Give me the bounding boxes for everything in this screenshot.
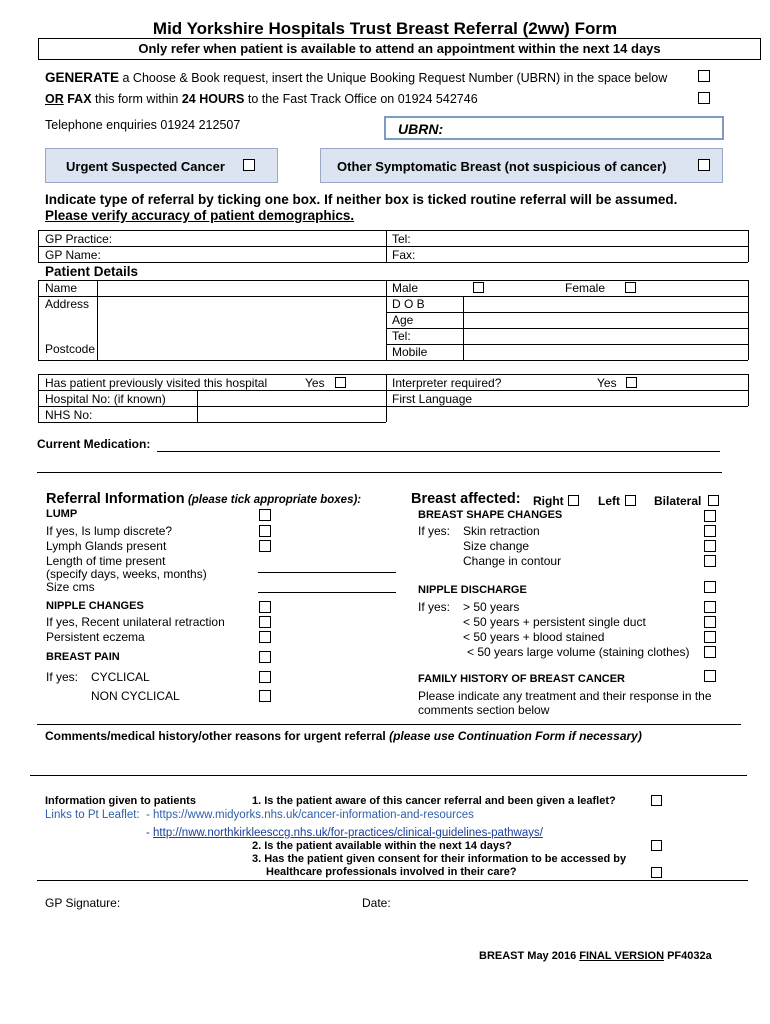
gp-fax-label: Fax: bbox=[392, 248, 416, 262]
patient-tel-label: Tel: bbox=[392, 329, 411, 343]
breast-shape-changes-checkbox[interactable] bbox=[704, 510, 716, 522]
comments-label bbox=[45, 729, 642, 743]
question-2-checkbox[interactable] bbox=[651, 840, 662, 851]
referral-type-note: Indicate type of referral by ticking one box. If neither box is ticked routine referral will be assumed. bbox=[45, 192, 678, 207]
length-of-time-label: Length of time present bbox=[46, 554, 166, 568]
gp-signature-label: GP Signature: bbox=[45, 896, 121, 910]
ubrn-label: UBRN: bbox=[398, 121, 444, 137]
referral-info-heading bbox=[46, 491, 361, 507]
interpreter-yes-label: Yes bbox=[597, 376, 617, 390]
current-medication-label: Current Medication: bbox=[37, 437, 151, 451]
over-50-label: > 50 years bbox=[463, 600, 520, 614]
availability-notice bbox=[38, 38, 761, 60]
bilateral-label: Bilateral bbox=[654, 494, 702, 508]
breast-pain-checkbox[interactable] bbox=[259, 651, 271, 663]
skin-retraction-label: Skin retraction bbox=[463, 524, 540, 538]
urgent-suspected-cancer-label: Urgent Suspected Cancer bbox=[66, 159, 225, 174]
breast-pain-heading: BREAST PAIN bbox=[46, 651, 120, 663]
lump-heading: LUMP bbox=[46, 508, 78, 520]
generate-checkbox[interactable] bbox=[698, 70, 710, 82]
question-3-checkbox[interactable] bbox=[651, 867, 662, 878]
retraction-label: If yes, Recent unilateral retraction bbox=[46, 615, 225, 629]
family-history-note-1: Please indicate any treatment and their response in the bbox=[418, 689, 712, 703]
size-change-label: Size change bbox=[463, 539, 530, 553]
nipple-discharge-heading: NIPPLE DISCHARGE bbox=[418, 584, 527, 596]
leaflet-link-2-dash: - bbox=[146, 827, 154, 839]
referral-info-heading-text: Referral Information bbox=[46, 491, 185, 507]
skin-retraction-checkbox[interactable] bbox=[704, 525, 716, 537]
version-final: FINAL VERSION bbox=[579, 950, 665, 962]
non-cyclical-checkbox[interactable] bbox=[259, 690, 271, 702]
shape-if-yes: If yes: bbox=[418, 524, 451, 538]
breast-pain-if-yes: If yes: bbox=[46, 670, 79, 684]
question-1: 1. Is the patient aware of this cancer referral and been given a leaflet? bbox=[252, 795, 616, 807]
urgent-suspected-cancer-option[interactable] bbox=[45, 148, 278, 183]
under-50-blood-checkbox[interactable] bbox=[704, 631, 716, 643]
leaflet-link-2[interactable]: http://nww.northkirkleesccg.nhs.uk/for-practices/clinical-guidelines-pathways/ bbox=[153, 827, 543, 839]
patient-name-label: Name bbox=[45, 281, 78, 295]
question-1-checkbox[interactable] bbox=[651, 795, 662, 806]
version-footer bbox=[479, 950, 712, 962]
patient-mobile-label: Mobile bbox=[392, 345, 428, 359]
version-prefix: BREAST May 2016 bbox=[479, 950, 580, 962]
retraction-checkbox[interactable] bbox=[259, 616, 271, 628]
version-code: PF4032a bbox=[664, 950, 712, 962]
patient-details-heading: Patient Details bbox=[45, 264, 139, 279]
over-50-checkbox[interactable] bbox=[704, 601, 716, 613]
size-change-checkbox[interactable] bbox=[704, 540, 716, 552]
other-symptomatic-label: Other Symptomatic Breast (not suspicious of cancer) bbox=[337, 159, 667, 174]
non-cyclical-label: NON CYCLICAL bbox=[91, 689, 180, 703]
nhs-no-label: NHS No: bbox=[45, 408, 93, 422]
question-2: 2. Is the patient available within the next 14 days? bbox=[252, 840, 512, 852]
lump-checkbox[interactable] bbox=[259, 509, 271, 521]
breast-shape-changes-heading: BREAST SHAPE CHANGES bbox=[418, 509, 563, 521]
lymph-glands-checkbox[interactable] bbox=[259, 540, 271, 552]
verify-demographics-note: Please verify accuracy of patient demographics. bbox=[45, 208, 355, 223]
nipple-changes-heading: NIPPLE CHANGES bbox=[46, 600, 144, 612]
patient-address-label: Address bbox=[45, 297, 90, 311]
under-50-large-checkbox[interactable] bbox=[704, 646, 716, 658]
left-checkbox[interactable] bbox=[625, 495, 636, 506]
information-given-label: Information given to patients bbox=[45, 795, 196, 807]
under-50-duct-label: < 50 years + persistent single duct bbox=[463, 615, 646, 629]
length-of-time-note: (specify days, weeks, months) bbox=[46, 567, 207, 581]
comments-line[interactable] bbox=[30, 775, 747, 776]
form-title: Mid Yorkshire Hospitals Trust Breast Referral (2ww) Form bbox=[152, 19, 618, 38]
urgent-suspected-cancer-checkbox[interactable] bbox=[243, 159, 255, 171]
patient-postcode-label: Postcode bbox=[45, 342, 96, 356]
length-of-time-line[interactable] bbox=[258, 572, 396, 573]
previously-visited-yes-label: Yes bbox=[305, 376, 325, 390]
under-50-large-label: < 50 years large volume (staining clothes) bbox=[467, 645, 690, 659]
current-medication-line-2[interactable] bbox=[37, 472, 722, 473]
patient-dob-label: D O B bbox=[392, 297, 425, 311]
size-cms-line[interactable] bbox=[258, 592, 396, 593]
or-word: OR bbox=[45, 92, 64, 106]
previously-visited-checkbox[interactable] bbox=[335, 377, 346, 388]
gp-tel-label: Tel: bbox=[392, 232, 411, 246]
generate-text: a Choose & Book request, insert the Unique Booking Request Number (UBRN) in the space below bbox=[119, 71, 668, 85]
female-checkbox[interactable] bbox=[625, 282, 636, 293]
patient-female-label: Female bbox=[565, 281, 606, 295]
other-symptomatic-option[interactable] bbox=[320, 148, 723, 183]
fax-checkbox[interactable] bbox=[698, 92, 710, 104]
right-checkbox[interactable] bbox=[568, 495, 579, 506]
cyclical-label: CYCLICAL bbox=[91, 670, 150, 684]
change-in-contour-label: Change in contour bbox=[463, 554, 562, 568]
size-cms-label: Size cms bbox=[46, 580, 95, 594]
fax-text-2: to the Fast Track Office on 01924 542746 bbox=[244, 92, 478, 106]
patient-age-label: Age bbox=[392, 313, 414, 327]
links-label: Links to Pt Leaflet: bbox=[45, 809, 140, 821]
breast-affected-heading: Breast affected: bbox=[411, 491, 521, 507]
interpreter-label: Interpreter required? bbox=[392, 376, 502, 390]
leaflet-link-2-row bbox=[146, 825, 543, 839]
fax-text-1: this form within bbox=[91, 92, 182, 106]
discharge-if-yes: If yes: bbox=[418, 600, 451, 614]
generate-instruction bbox=[45, 70, 667, 85]
change-in-contour-checkbox[interactable] bbox=[704, 555, 716, 567]
nipple-changes-checkbox[interactable] bbox=[259, 601, 271, 613]
eczema-label: Persistent eczema bbox=[46, 630, 145, 644]
comments-note: (please use Continuation Form if necessary) bbox=[389, 729, 642, 743]
fax-hours: 24 HOURS bbox=[181, 92, 245, 106]
previously-visited-label: Has patient previously visited this hospital bbox=[45, 376, 268, 390]
question-3-line-1: 3. Has the patient given consent for their information to be accessed by bbox=[252, 853, 627, 865]
date-label: Date: bbox=[362, 896, 391, 910]
availability-notice-text: Only refer when patient is available to attend an appointment within the next 14 days bbox=[138, 41, 661, 56]
bilateral-checkbox[interactable] bbox=[708, 495, 719, 506]
comments-label-text: Comments/medical history/other reasons for urgent referral bbox=[45, 729, 386, 743]
question-3-line-2: Healthcare professionals involved in their care? bbox=[266, 866, 517, 878]
left-label: Left bbox=[598, 494, 620, 508]
fax-word: FAX bbox=[63, 92, 92, 106]
telephone-enquiries: Telephone enquiries 01924 212507 bbox=[45, 118, 241, 132]
lump-discrete-checkbox[interactable] bbox=[259, 525, 271, 537]
first-language-label: First Language bbox=[392, 392, 473, 406]
nipple-discharge-checkbox[interactable] bbox=[704, 581, 716, 593]
patient-male-label: Male bbox=[392, 281, 419, 295]
hospital-no-label: Hospital No: (if known) bbox=[45, 392, 166, 406]
other-symptomatic-checkbox[interactable] bbox=[698, 159, 710, 171]
cyclical-checkbox[interactable] bbox=[259, 671, 271, 683]
leaflet-link-1[interactable]: - https://www.midyorks.nhs.uk/cancer-information-and-resources bbox=[146, 809, 474, 821]
under-50-blood-label: < 50 years + blood stained bbox=[463, 630, 605, 644]
gp-practice-label: GP Practice: bbox=[45, 232, 113, 246]
lump-discrete-label: If yes, Is lump discrete? bbox=[46, 524, 173, 538]
family-history-heading: FAMILY HISTORY OF BREAST CANCER bbox=[418, 673, 625, 685]
current-medication-line-1[interactable] bbox=[157, 451, 720, 452]
family-history-note-2: comments section below bbox=[418, 703, 550, 717]
eczema-checkbox[interactable] bbox=[259, 631, 271, 643]
interpreter-checkbox[interactable] bbox=[626, 377, 637, 388]
referral-info-heading-note: (please tick appropriate boxes): bbox=[187, 494, 362, 506]
lymph-glands-label: Lymph Glands present bbox=[46, 539, 167, 553]
male-checkbox[interactable] bbox=[473, 282, 484, 293]
fax-instruction bbox=[45, 92, 478, 106]
generate-word: GENERATE bbox=[45, 70, 120, 85]
family-history-checkbox[interactable] bbox=[704, 670, 716, 682]
ubrn-box[interactable] bbox=[384, 116, 724, 140]
gp-name-label: GP Name: bbox=[45, 248, 101, 262]
under-50-duct-checkbox[interactable] bbox=[704, 616, 716, 628]
right-label: Right bbox=[533, 494, 564, 508]
